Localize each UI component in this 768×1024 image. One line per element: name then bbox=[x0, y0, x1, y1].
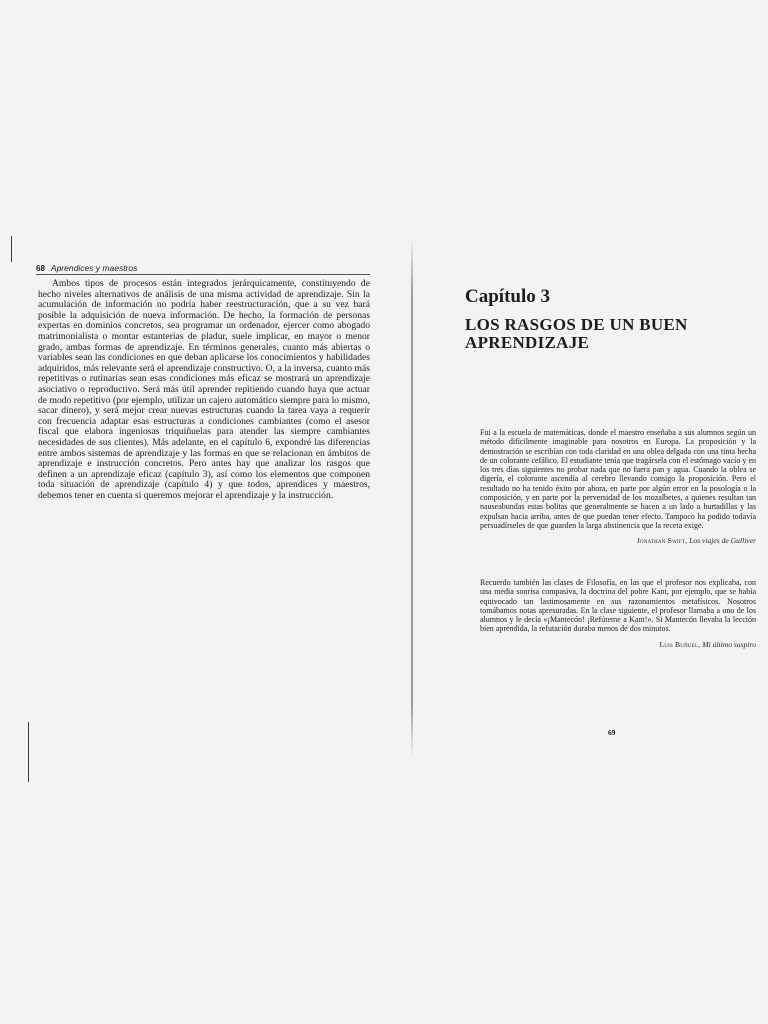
chapter-heading bbox=[465, 286, 755, 352]
running-head bbox=[36, 263, 370, 275]
left-page bbox=[36, 263, 370, 501]
left-page-body: Ambos tipos de procesos están integrados jerárquicamente, constituyendo de hecho niveles alternativos de análisis de una misma actividad de aprendizaje. Sin la acumulación de información no podría haber reestructuración, que a su vez hará posible la adquisición de nueva información. De hecho, la formación de personas expertas en dominios concretos, sea programar un ordenador, ejercer como abogado matrimonialista o montar estanterías de pladur, suele implicar, en mayor o menor grado, ambas formas de aprendizaje. En términos generales, cuanto más abiertas o variables sean las condiciones en que deban aplicarse los conocimientos y habilidades adquiridos, más relevante será el aprendizaje constructivo. O, a la inversa, cuanto más repetitivas o rutinarias sean esas condiciones más eficaz se mostrará un aprendizaje asociativo o reproductivo. Será más útil aprender repitiendo cuando haya que actuar de modo repetitivo (por ejemplo, utilizar un cajero automático siempre para lo mismo, sacar dinero), y será mejor crear nuevas estructuras cuando la tarea vaya a requerir con frecuencia adaptar esas estructuras a condiciones cambiantes (como el asesor fiscal que elabora ingeniosas triquiñuelas para atender las siempre cambiantes necesidades de sus clientes). Más adelante, en el capítulo 6, expondré las diferencias entre ambos sistemas de aprendizaje y las formas en que se relacionan en ámbitos de aprendizaje e instrucción concretos. Pero antes hay que analizar los rasgos que definen a un aprendizaje eficaz (capítulo 3), así como los elementos que componen toda situación de aprendizaje (capítulo 4) y que todos, aprendices y maestros, debemos tener en cuenta si queremos mejorar el aprendizaje y la instrucción. bbox=[38, 278, 370, 501]
left-page-number: 68 bbox=[36, 264, 45, 273]
chapter-title bbox=[465, 316, 755, 352]
running-head-title: Aprendices y maestros bbox=[50, 263, 138, 273]
epigraph-bunuel bbox=[480, 578, 756, 649]
chapter-title-line-2: APRENDIZAJE bbox=[465, 333, 590, 352]
epigraph-author: Luis Buñuel, bbox=[659, 639, 701, 649]
epigraph-swift bbox=[480, 428, 756, 546]
epigraph-attribution bbox=[480, 640, 756, 649]
scan-edge-mark-bottom-left bbox=[28, 722, 29, 782]
epigraph-work: Mi último suspiro bbox=[702, 639, 756, 649]
epigraph-work: Los viajes de Gulliver bbox=[689, 536, 756, 546]
chapter-title-line-1: LOS RASGOS DE UN BUEN bbox=[465, 315, 688, 334]
epigraph-author: Jonathan Swift, bbox=[636, 536, 688, 546]
epigraph-text: Recuerdo también las clases de Filosofía, en las que el profesor nos explicaba, con una media sonrisa compasiva, la doctrina del pobre Kant, por ejemplo, que se había equivocado tan lastimosamente en sus razonamientos metafísicos. Nosotros tomábamos notas apresuradas. En la clase siguiente, el profesor llamaba a uno de los alumnos y le decía «¡Mantecón! ¡Refúteme a Kant!». Si Mantecón llevaba la lección bien aprendida, la refutación duraba menos de dos minutos. bbox=[480, 578, 756, 634]
epigraph-attribution bbox=[480, 536, 756, 545]
chapter-label: Capítulo 3 bbox=[465, 286, 550, 307]
right-page-number: 69 bbox=[608, 728, 616, 737]
epigraph-text: Fui a la escuela de matemáticas, donde el maestro enseñaba a sus alumnos según un método difícilmente imaginable para nosotros en Europa. La proposición y la demostración se escribían con toda claridad en una oblea delgada con una tinta hecha de un colorante cefálico. El estudiante tenía que tragársela con el estómago vacío y en los tres días siguientes no probar nada que no fuera pan y agua. Cuando la oblea se digería, el colorante ascendía al cerebro llevando consigo la proposición. Pero el resultado no ha tenido éxito por ahora, en parte por algún error en la posología o la composición, y en parte por la perversidad de los mozalbetes, a quienes resultan tan nauseabundas estas bolitas que generalmente se hacen a un lado a hurtadillas y las expulsan hacia arriba, antes de que puedan tener efecto. Tampoco ha podido todavía persuadírseles de que guarden la larga abstinencia que la receta exige. bbox=[480, 428, 756, 530]
book-gutter bbox=[411, 238, 413, 758]
scan-edge-mark-top-left bbox=[11, 236, 12, 262]
